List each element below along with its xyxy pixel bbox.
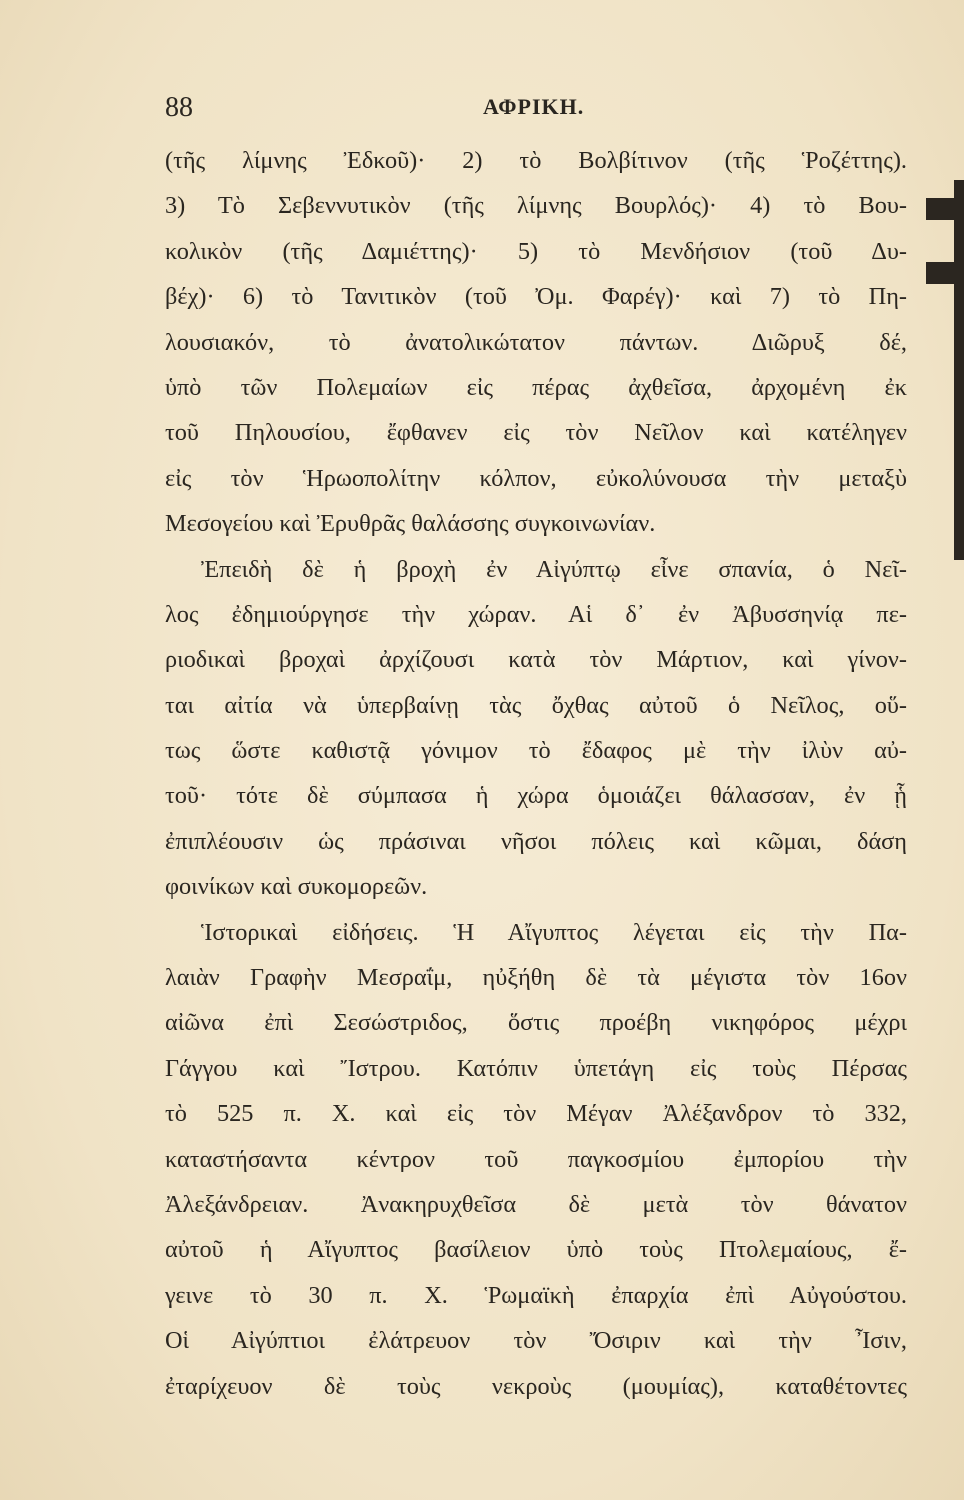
page-number: 88 (165, 92, 193, 123)
text-line: ἐπιπλέουσιν ὡς πράσιναι νῆσοι πόλεις καὶ κῶμαι, δάση (165, 827, 907, 855)
body-text (165, 138, 907, 1409)
text-line: εἰς τὸν Ἡρωοπολίτην κόλπον, εὐκολύνουσα τὴν μεταξὺ (165, 464, 907, 492)
running-title: ΑΦΡΙΚΗ. (483, 94, 585, 119)
text-line: ριοδικαὶ βροχαὶ ἀρχίζουσι κατὰ τὸν Μάρτιον, καὶ γίνον- (165, 646, 907, 674)
page-edge-shadow (954, 180, 964, 560)
text-line: κολικὸν (τῆς Δαμιέττης)· 5) τὸ Μενδήσιον (τοῦ Δυ- (165, 237, 907, 265)
text-line: λαιὰν Γραφὴν Μεσραΐμ, ηὐξήθη δὲ τὰ μέγιστα τὸν 16ον (165, 964, 907, 992)
text-line: λουσιακόν, τὸ ἀνατολικώτατον πάντων. Διῶρυξ δέ, (165, 328, 907, 356)
text-line: ἐταρίχευον δὲ τοὺς νεκροὺς (μουμίας), καταθέτοντες (165, 1372, 907, 1400)
text-line: Γάγγου καὶ Ἴστρου. Κατόπιν ὑπετάγη εἰς τοὺς Πέρσας (165, 1054, 907, 1082)
text-line: γεινε τὸ 30 π. Χ. Ῥωμαϊκὴ ἐπαρχία ἐπὶ Αὐγούστου. (165, 1281, 907, 1309)
text-line: φοινίκων καὶ συκομορεῶν. (165, 873, 428, 901)
text-line: τοῦ· τότε δὲ σύμπασα ἡ χώρα ὁμοιάζει θάλασσαν, ἐν ᾗ (165, 782, 907, 810)
text-line: 3) Τὸ Σεβεννυτικὸν (τῆς λίμνης Βουρλός)· 4) τὸ Βου- (165, 192, 907, 220)
text-line: Μεσογείου καὶ Ἐρυθρᾶς θαλάσσης συγκοινωνίαν. (165, 510, 656, 538)
page-edge-tab (926, 198, 964, 220)
text-line: Οἱ Αἰγύπτιοι ἐλάτρευον τὸν Ὄσιριν καὶ τὴν Ἶσιν, (165, 1327, 907, 1355)
text-line: Ἱστορικαὶ εἰδήσεις. Ἡ Αἴγυπτος λέγεται εἰς τὴν Πα- (201, 918, 907, 946)
text-line: ὑπὸ τῶν Πολεμαίων εἰς πέρας ἀχθεῖσα, ἀρχομένη ἐκ (165, 373, 907, 401)
text-line: βέχ)· 6) τὸ Τανιτικὸν (τοῦ Ὀμ. Φαρέγ)· καὶ 7) τὸ Πη- (165, 283, 907, 311)
text-line: Ἐπειδὴ δὲ ἡ βροχὴ ἐν Αἰγύπτῳ εἶνε σπανία, ὁ Νεῖ- (201, 555, 907, 583)
page-edge-tab (926, 262, 964, 284)
text-line: καταστήσαντα κέντρον τοῦ παγκοσμίου ἐμπορίου τὴν (165, 1145, 907, 1173)
text-line: τοῦ Πηλουσίου, ἔφθανεν εἰς τὸν Νεῖλον καὶ κατέληγεν (165, 419, 907, 447)
page-header (165, 92, 910, 132)
text-line: τως ὥστε καθιστᾷ γόνιμον τὸ ἔδαφος μὲ τὴν ἰλὺν αὐ- (165, 737, 907, 765)
text-line: λος ἐδημιούργησε τὴν χώραν. Αἱ δ᾽ ἐν Ἀβυσσηνίᾳ πε- (165, 600, 907, 628)
text-line: αὐτοῦ ἡ Αἴγυπτος βασίλειον ὑπὸ τοὺς Πτολεμαίους, ἔ- (165, 1236, 907, 1264)
text-line: (τῆς λίμνης Ἐδκοῦ)· 2) τὸ Βολβίτινον (τῆς Ῥοζέττης). (165, 147, 907, 174)
text-line: ται αἰτία νὰ ὑπερβαίνῃ τὰς ὄχθας αὐτοῦ ὁ Νεῖλος, οὕ- (165, 691, 907, 719)
text-line: τὸ 525 π. Χ. καὶ εἰς τὸν Μέγαν Ἀλέξανδρον τὸ 332, (165, 1100, 907, 1128)
text-line: Ἀλεξάνδρειαν. Ἀνακηρυχθεῖσα δὲ μετὰ τὸν θάνατον (165, 1190, 907, 1218)
text-line: αἰῶνα ἐπὶ Σεσώστριδος, ὅστις προέβη νικηφόρος μέχρι (165, 1009, 907, 1037)
